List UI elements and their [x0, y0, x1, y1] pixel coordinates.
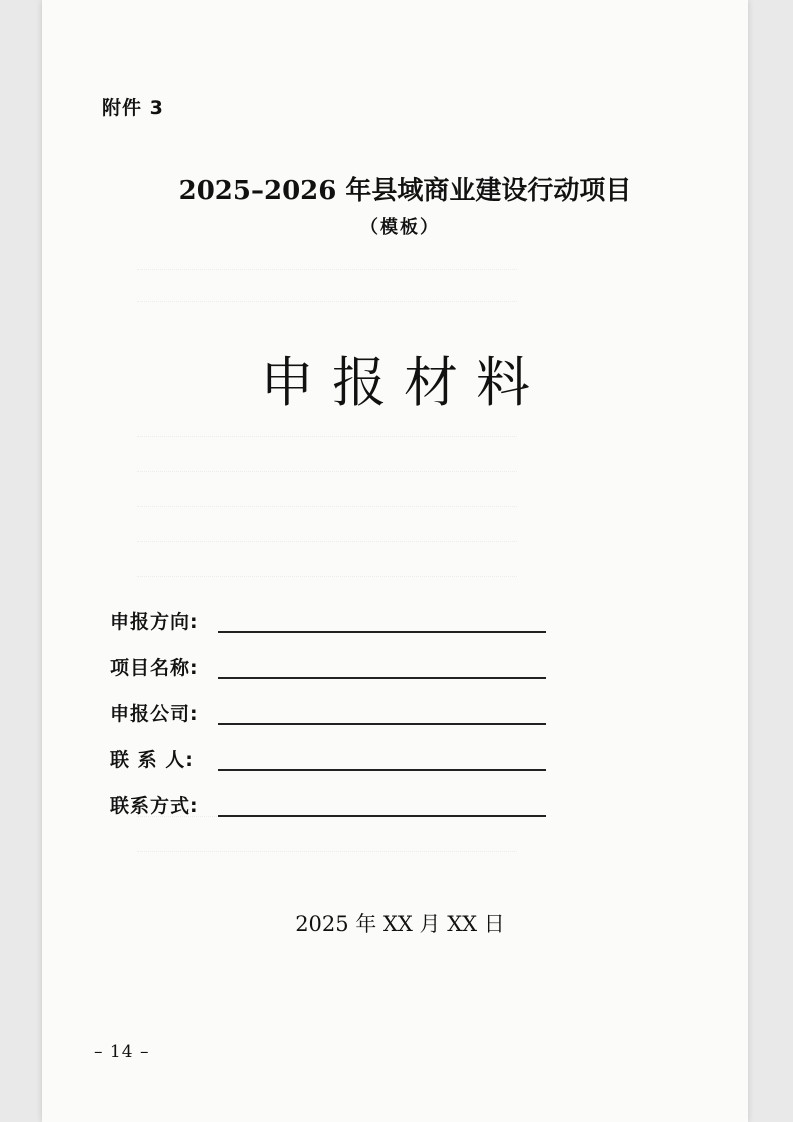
form-label-project-name: 项目名称:	[110, 657, 199, 679]
form-label-contact-info: 联系方式:	[110, 795, 199, 817]
form-row-project-name	[110, 636, 570, 682]
document-title: 2025–2026 年县域商业建设行动项目	[178, 176, 632, 206]
application-form	[110, 590, 570, 820]
bleed-through-line	[137, 575, 517, 577]
form-line-contact-person	[218, 769, 546, 771]
bleed-through-line	[137, 435, 517, 437]
form-row-company	[110, 682, 570, 728]
form-line-project-name	[218, 677, 546, 679]
main-title: 申报材料	[260, 351, 548, 414]
document-page	[42, 0, 748, 1122]
form-label-direction: 申报方向:	[110, 611, 199, 633]
bleed-through-line	[137, 540, 517, 542]
form-row-contact-info	[110, 774, 570, 820]
bleed-through-line	[137, 268, 517, 270]
bleed-through-line	[137, 470, 517, 472]
document-subtitle: （模板）	[360, 217, 440, 238]
document-date: 2025 年 XX 月 XX 日	[295, 912, 505, 936]
form-line-direction	[218, 631, 546, 633]
form-row-direction	[110, 590, 570, 636]
form-label-company: 申报公司:	[110, 703, 199, 725]
bleed-through-line	[137, 505, 517, 507]
bleed-through-line	[137, 850, 517, 852]
form-line-contact-info	[218, 815, 546, 817]
page-number: – 14 –	[94, 1042, 150, 1062]
form-line-company	[218, 723, 546, 725]
attachment-label: 附件 3	[102, 97, 164, 119]
form-label-contact-person: 联 系 人:	[110, 749, 194, 771]
bleed-through-line	[137, 300, 517, 302]
form-row-contact-person	[110, 728, 570, 774]
